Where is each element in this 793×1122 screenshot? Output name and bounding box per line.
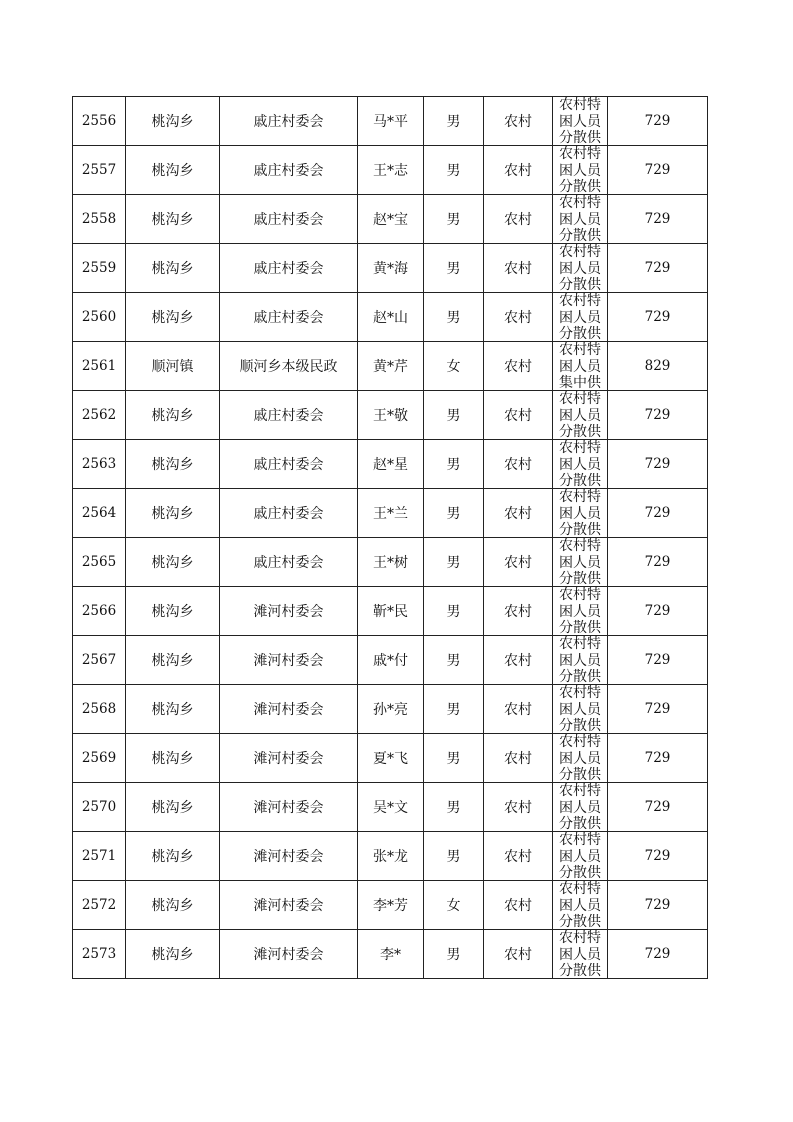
town-cell: 桃沟乡: [126, 489, 220, 538]
support-category-cell: [553, 538, 608, 587]
village-committee-cell: 滩河村委会: [220, 783, 358, 832]
area-type-cell: 农村: [484, 685, 553, 734]
support-category-cell: [553, 489, 608, 538]
support-category-cell: [553, 342, 608, 391]
support-category-text: 农村特困人员分散供: [559, 97, 601, 145]
area-type-cell: 农村: [484, 881, 553, 930]
table-row: [73, 832, 708, 881]
gender-cell: 男: [424, 244, 484, 293]
support-category-text: 农村特困人员分散供: [559, 538, 601, 586]
amount-cell: 729: [608, 146, 708, 195]
row-number-cell: 2566: [73, 587, 126, 636]
row-number-cell: 2562: [73, 391, 126, 440]
village-committee-cell: 滩河村委会: [220, 636, 358, 685]
town-cell: 桃沟乡: [126, 930, 220, 979]
village-committee-cell: 戚庄村委会: [220, 195, 358, 244]
amount-cell: 729: [608, 881, 708, 930]
table-row: [73, 783, 708, 832]
person-name-cell: 李*芳: [358, 881, 424, 930]
table-row: [73, 195, 708, 244]
support-category-cell: [553, 783, 608, 832]
amount-cell: 729: [608, 783, 708, 832]
gender-cell: 男: [424, 97, 484, 146]
gender-cell: 男: [424, 734, 484, 783]
support-category-text: 农村特困人员分散供: [559, 489, 601, 537]
support-category-cell: [553, 146, 608, 195]
table-row: [73, 734, 708, 783]
village-committee-cell: 戚庄村委会: [220, 146, 358, 195]
village-committee-cell: 戚庄村委会: [220, 440, 358, 489]
village-committee-cell: 戚庄村委会: [220, 538, 358, 587]
support-category-cell: [553, 244, 608, 293]
support-category-cell: [553, 293, 608, 342]
person-name-cell: 靳*民: [358, 587, 424, 636]
amount-cell: 729: [608, 930, 708, 979]
amount-cell: 729: [608, 832, 708, 881]
area-type-cell: 农村: [484, 97, 553, 146]
row-number-cell: 2569: [73, 734, 126, 783]
table-row: [73, 146, 708, 195]
town-cell: 桃沟乡: [126, 440, 220, 489]
village-committee-cell: 滩河村委会: [220, 832, 358, 881]
area-type-cell: 农村: [484, 244, 553, 293]
village-committee-cell: 顺河乡本级民政: [220, 342, 358, 391]
table-row: [73, 97, 708, 146]
support-category-text: 农村特困人员分散供: [559, 685, 601, 733]
support-category-text: 农村特困人员分散供: [559, 930, 601, 978]
table-row: [73, 342, 708, 391]
person-name-cell: 夏*飞: [358, 734, 424, 783]
amount-cell: 729: [608, 685, 708, 734]
person-name-cell: 王*敬: [358, 391, 424, 440]
amount-cell: 729: [608, 97, 708, 146]
area-type-cell: 农村: [484, 342, 553, 391]
town-cell: 桃沟乡: [126, 244, 220, 293]
support-category-text: 农村特困人员分散供: [559, 244, 601, 292]
village-committee-cell: 戚庄村委会: [220, 293, 358, 342]
row-number-cell: 2567: [73, 636, 126, 685]
area-type-cell: 农村: [484, 391, 553, 440]
village-committee-cell: 滩河村委会: [220, 587, 358, 636]
town-cell: 桃沟乡: [126, 97, 220, 146]
gender-cell: 男: [424, 685, 484, 734]
gender-cell: 男: [424, 930, 484, 979]
person-name-cell: 王*树: [358, 538, 424, 587]
row-number-cell: 2573: [73, 930, 126, 979]
amount-cell: 729: [608, 489, 708, 538]
town-cell: 桃沟乡: [126, 195, 220, 244]
person-name-cell: 马*平: [358, 97, 424, 146]
row-number-cell: 2568: [73, 685, 126, 734]
gender-cell: 男: [424, 489, 484, 538]
town-cell: 桃沟乡: [126, 783, 220, 832]
gender-cell: 男: [424, 538, 484, 587]
person-name-cell: 赵*星: [358, 440, 424, 489]
amount-cell: 729: [608, 195, 708, 244]
person-name-cell: 赵*山: [358, 293, 424, 342]
support-category-text: 农村特困人员分散供: [559, 832, 601, 880]
table-row: [73, 930, 708, 979]
village-committee-cell: 戚庄村委会: [220, 489, 358, 538]
person-name-cell: 孙*亮: [358, 685, 424, 734]
area-type-cell: 农村: [484, 440, 553, 489]
town-cell: 桃沟乡: [126, 146, 220, 195]
table-row: [73, 538, 708, 587]
support-category-cell: [553, 440, 608, 489]
person-name-cell: 赵*宝: [358, 195, 424, 244]
village-committee-cell: 滩河村委会: [220, 930, 358, 979]
area-type-cell: 农村: [484, 293, 553, 342]
row-number-cell: 2561: [73, 342, 126, 391]
town-cell: 桃沟乡: [126, 293, 220, 342]
table-row: [73, 685, 708, 734]
table-row: [73, 391, 708, 440]
support-category-text: 农村特困人员分散供: [559, 734, 601, 782]
support-category-text: 农村特困人员分散供: [559, 195, 601, 243]
support-category-cell: [553, 734, 608, 783]
support-category-cell: [553, 391, 608, 440]
recipients-table: [72, 96, 708, 979]
row-number-cell: 2570: [73, 783, 126, 832]
person-name-cell: 张*龙: [358, 832, 424, 881]
person-name-cell: 吴*文: [358, 783, 424, 832]
gender-cell: 女: [424, 881, 484, 930]
area-type-cell: 农村: [484, 587, 553, 636]
amount-cell: 729: [608, 293, 708, 342]
person-name-cell: 戚*付: [358, 636, 424, 685]
gender-cell: 男: [424, 587, 484, 636]
amount-cell: 729: [608, 440, 708, 489]
support-category-text: 农村特困人员分散供: [559, 636, 601, 684]
table-row: [73, 636, 708, 685]
person-name-cell: 王*兰: [358, 489, 424, 538]
amount-cell: 729: [608, 636, 708, 685]
row-number-cell: 2563: [73, 440, 126, 489]
amount-cell: 729: [608, 734, 708, 783]
support-category-text: 农村特困人员分散供: [559, 881, 601, 929]
table-row: [73, 244, 708, 293]
person-name-cell: 黄*海: [358, 244, 424, 293]
row-number-cell: 2560: [73, 293, 126, 342]
person-name-cell: 黄*芹: [358, 342, 424, 391]
town-cell: 桃沟乡: [126, 685, 220, 734]
support-category-cell: [553, 636, 608, 685]
support-category-cell: [553, 195, 608, 244]
table-row: [73, 489, 708, 538]
person-name-cell: 王*志: [358, 146, 424, 195]
support-category-cell: [553, 587, 608, 636]
support-category-cell: [553, 685, 608, 734]
area-type-cell: 农村: [484, 930, 553, 979]
area-type-cell: 农村: [484, 783, 553, 832]
gender-cell: 男: [424, 440, 484, 489]
support-category-cell: [553, 832, 608, 881]
support-category-text: 农村特困人员分散供: [559, 783, 601, 831]
gender-cell: 男: [424, 146, 484, 195]
gender-cell: 男: [424, 195, 484, 244]
gender-cell: 男: [424, 783, 484, 832]
amount-cell: 729: [608, 538, 708, 587]
row-number-cell: 2556: [73, 97, 126, 146]
town-cell: 桃沟乡: [126, 734, 220, 783]
row-number-cell: 2559: [73, 244, 126, 293]
amount-cell: 829: [608, 342, 708, 391]
person-name-cell: 李*: [358, 930, 424, 979]
gender-cell: 男: [424, 391, 484, 440]
village-committee-cell: 滩河村委会: [220, 881, 358, 930]
area-type-cell: 农村: [484, 734, 553, 783]
town-cell: 桃沟乡: [126, 881, 220, 930]
town-cell: 桃沟乡: [126, 587, 220, 636]
table-body: [73, 97, 708, 979]
support-category-text: 农村特困人员集中供: [559, 342, 601, 390]
village-committee-cell: 戚庄村委会: [220, 97, 358, 146]
support-category-text: 农村特困人员分散供: [559, 440, 601, 488]
town-cell: 桃沟乡: [126, 391, 220, 440]
table-row: [73, 587, 708, 636]
village-committee-cell: 滩河村委会: [220, 734, 358, 783]
support-category-text: 农村特困人员分散供: [559, 391, 601, 439]
row-number-cell: 2557: [73, 146, 126, 195]
support-category-text: 农村特困人员分散供: [559, 146, 601, 194]
table-row: [73, 293, 708, 342]
row-number-cell: 2571: [73, 832, 126, 881]
gender-cell: 男: [424, 832, 484, 881]
village-committee-cell: 滩河村委会: [220, 685, 358, 734]
area-type-cell: 农村: [484, 146, 553, 195]
gender-cell: 男: [424, 636, 484, 685]
village-committee-cell: 戚庄村委会: [220, 391, 358, 440]
support-category-cell: [553, 881, 608, 930]
support-category-cell: [553, 930, 608, 979]
village-committee-cell: 戚庄村委会: [220, 244, 358, 293]
table-row: [73, 881, 708, 930]
area-type-cell: 农村: [484, 832, 553, 881]
town-cell: 桃沟乡: [126, 538, 220, 587]
town-cell: 桃沟乡: [126, 832, 220, 881]
support-category-text: 农村特困人员分散供: [559, 293, 601, 341]
support-category-text: 农村特困人员分散供: [559, 587, 601, 635]
table-row: [73, 440, 708, 489]
area-type-cell: 农村: [484, 195, 553, 244]
row-number-cell: 2558: [73, 195, 126, 244]
gender-cell: 男: [424, 293, 484, 342]
gender-cell: 女: [424, 342, 484, 391]
area-type-cell: 农村: [484, 636, 553, 685]
row-number-cell: 2572: [73, 881, 126, 930]
area-type-cell: 农村: [484, 538, 553, 587]
amount-cell: 729: [608, 391, 708, 440]
area-type-cell: 农村: [484, 489, 553, 538]
row-number-cell: 2564: [73, 489, 126, 538]
row-number-cell: 2565: [73, 538, 126, 587]
town-cell: 桃沟乡: [126, 636, 220, 685]
amount-cell: 729: [608, 587, 708, 636]
town-cell: 顺河镇: [126, 342, 220, 391]
support-category-cell: [553, 97, 608, 146]
amount-cell: 729: [608, 244, 708, 293]
